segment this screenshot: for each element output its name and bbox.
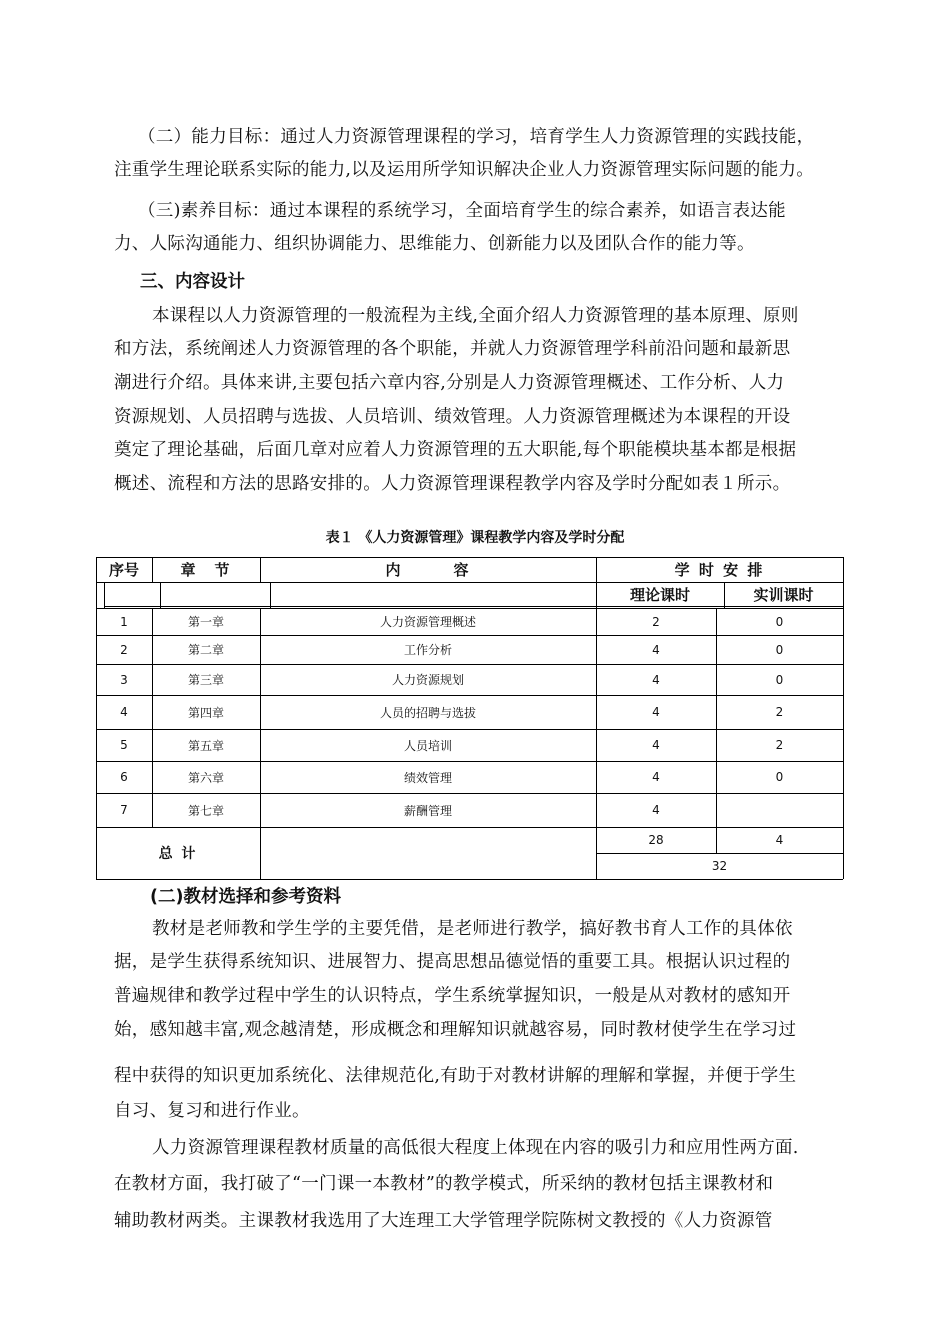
row-3-index: 3 — [120, 672, 128, 687]
row-6-practice: 0 — [775, 770, 784, 784]
row-4-practice: 2 — [775, 705, 784, 719]
header-theory-hours: 理论课时 — [629, 586, 690, 604]
textbook-line-3: 普遍规律和教学过程中学生的认识特点，学生系统掌握知识，一般是从对教材的感知开 — [114, 986, 791, 1006]
header-practice-hours: 实训课时 — [753, 586, 814, 604]
row-1-chapter: 第一章 — [187, 615, 224, 629]
row-2-index: 2 — [120, 642, 128, 657]
header-content: 内 容 — [385, 561, 471, 579]
header-index: 序号 — [108, 561, 139, 579]
row-1-index: 1 — [120, 614, 128, 629]
textbook-line-4: 始，感知越丰富,观念越清楚，形成概念和理解知识就越容易，同时教材使学生在学习过 — [114, 1020, 797, 1040]
literacy-goal-line-2: 力、人际沟通能力、组织协调能力、思维能力、创新能力以及团队合作的能力等。 — [114, 234, 755, 254]
row-1-theory: 2 — [652, 614, 660, 629]
section-heading-textbooks: (二)教材选择和参考资料 — [150, 887, 341, 907]
row-7-chapter: 第七章 — [187, 803, 224, 818]
literacy-goal-line-1: （三)素养目标：通过本课程的系统学习，全面培育学生的综合素养，如语言表达能 — [138, 201, 786, 221]
row-6-content: 绩效管理 — [403, 770, 452, 785]
row-5-content: 人员培训 — [403, 738, 452, 753]
row-4-theory: 4 — [652, 705, 660, 719]
row-1-content: 人力资源管理概述 — [379, 615, 476, 629]
total-all-hours: 32 — [711, 859, 728, 873]
row-7-index: 7 — [120, 803, 128, 817]
row-3-chapter: 第三章 — [187, 673, 224, 687]
textbook-line-5: 程中获得的知识更加系统化、法律规范化,有助于对教材讲解的理解和掌握，并便于学生 — [114, 1066, 797, 1086]
row-7-theory: 4 — [652, 803, 660, 817]
row-1-practice: 0 — [775, 614, 784, 629]
row-3-practice: 0 — [775, 672, 784, 687]
row-5-theory: 4 — [652, 738, 660, 752]
table-caption: 表１ 《人力资源管理》课程教学内容及学时分配 — [325, 530, 625, 546]
content-design-line-5: 奠定了理论基础，后面几章对应着人力资源管理的五大职能,每个职能模块基本都是根据 — [114, 440, 797, 460]
header-hours: 学 时 安 排 — [674, 561, 765, 579]
content-design-line-1: 本课程以人力资源管理的一般流程为主线,全面介绍人力资源管理的基本原理、原则 — [152, 306, 799, 326]
content-design-line-3: 潮进行介绍。具体来讲,主要包括六章内容,分别是人力资源管理概述、工作分析、人力 — [114, 373, 785, 393]
row-5-practice: 2 — [775, 738, 784, 752]
row-4-content: 人员的招聘与选拔 — [379, 705, 476, 720]
textbook-quality-line-3: 辅助教材两类。主课教材我选用了大连理工大学管理学院陈树文教授的《人力资源管 — [114, 1211, 773, 1231]
textbook-line-2: 据，是学生获得系统知识、进展智力、提高思想品德觉悟的重要工具。根据认识过程的 — [114, 952, 791, 972]
section-heading-content-design: 三、内容设计 — [140, 272, 245, 292]
row-7-practice — [716, 793, 843, 827]
textbook-line-1: 教材是老师教和学生学的主要凭借，是老师进行教学，搞好教书育人工作的具体依 — [152, 919, 793, 939]
ability-goal-line-1: （二）能力目标：通过人力资源管理课程的学习，培育学生人力资源管理的实践技能， — [138, 127, 815, 147]
total-label: 总 计 — [158, 846, 198, 862]
content-design-line-6: 概述、流程和方法的思路安排的。人力资源管理课程教学内容及学时分配如表１所示。 — [114, 474, 791, 494]
row-6-chapter: 第六章 — [187, 770, 224, 785]
row-4-index: 4 — [120, 705, 128, 719]
ability-goal-line-2: 注重学生理论联系实际的能力,以及运用所学知识解决企业人力资源管理实际问题的能力。 — [114, 160, 815, 180]
row-3-theory: 4 — [652, 672, 660, 687]
total-theory: 28 — [648, 833, 664, 847]
row-4-chapter: 第四章 — [187, 705, 224, 720]
row-2-content: 工作分析 — [403, 643, 452, 657]
row-5-chapter: 第五章 — [187, 738, 224, 753]
textbook-line-6: 自习、复习和进行作业。 — [114, 1101, 310, 1121]
row-2-practice: 0 — [775, 642, 784, 657]
row-7-content: 薪酬管理 — [403, 803, 452, 818]
content-design-line-2: 和方法，系统阐述人力资源管理的各个职能，并就人力资源管理学科前沿问题和最新思 — [114, 339, 791, 359]
textbook-quality-line-1: 人力资源管理课程教材质量的高低很大程度上体现在内容的吸引力和应用性两方面. — [152, 1138, 799, 1158]
row-6-theory: 4 — [652, 770, 660, 784]
header-chapter: 章 节 — [180, 561, 232, 579]
textbook-quality-line-2: 在教材方面，我打破了“一门课一本教材”的教学模式，所采纳的教材包括主课教材和 — [114, 1174, 774, 1194]
total-practice: 4 — [775, 833, 784, 847]
content-design-line-4: 资源规划、人员招聘与选拔、人员培训、绩效管理。人力资源管理概述为本课程的开设 — [114, 407, 791, 427]
row-2-theory: 4 — [652, 642, 660, 657]
row-6-index: 6 — [120, 770, 128, 784]
row-2-chapter: 第二章 — [187, 643, 224, 657]
row-3-content: 人力资源规划 — [391, 673, 464, 687]
row-5-index: 5 — [120, 738, 128, 752]
